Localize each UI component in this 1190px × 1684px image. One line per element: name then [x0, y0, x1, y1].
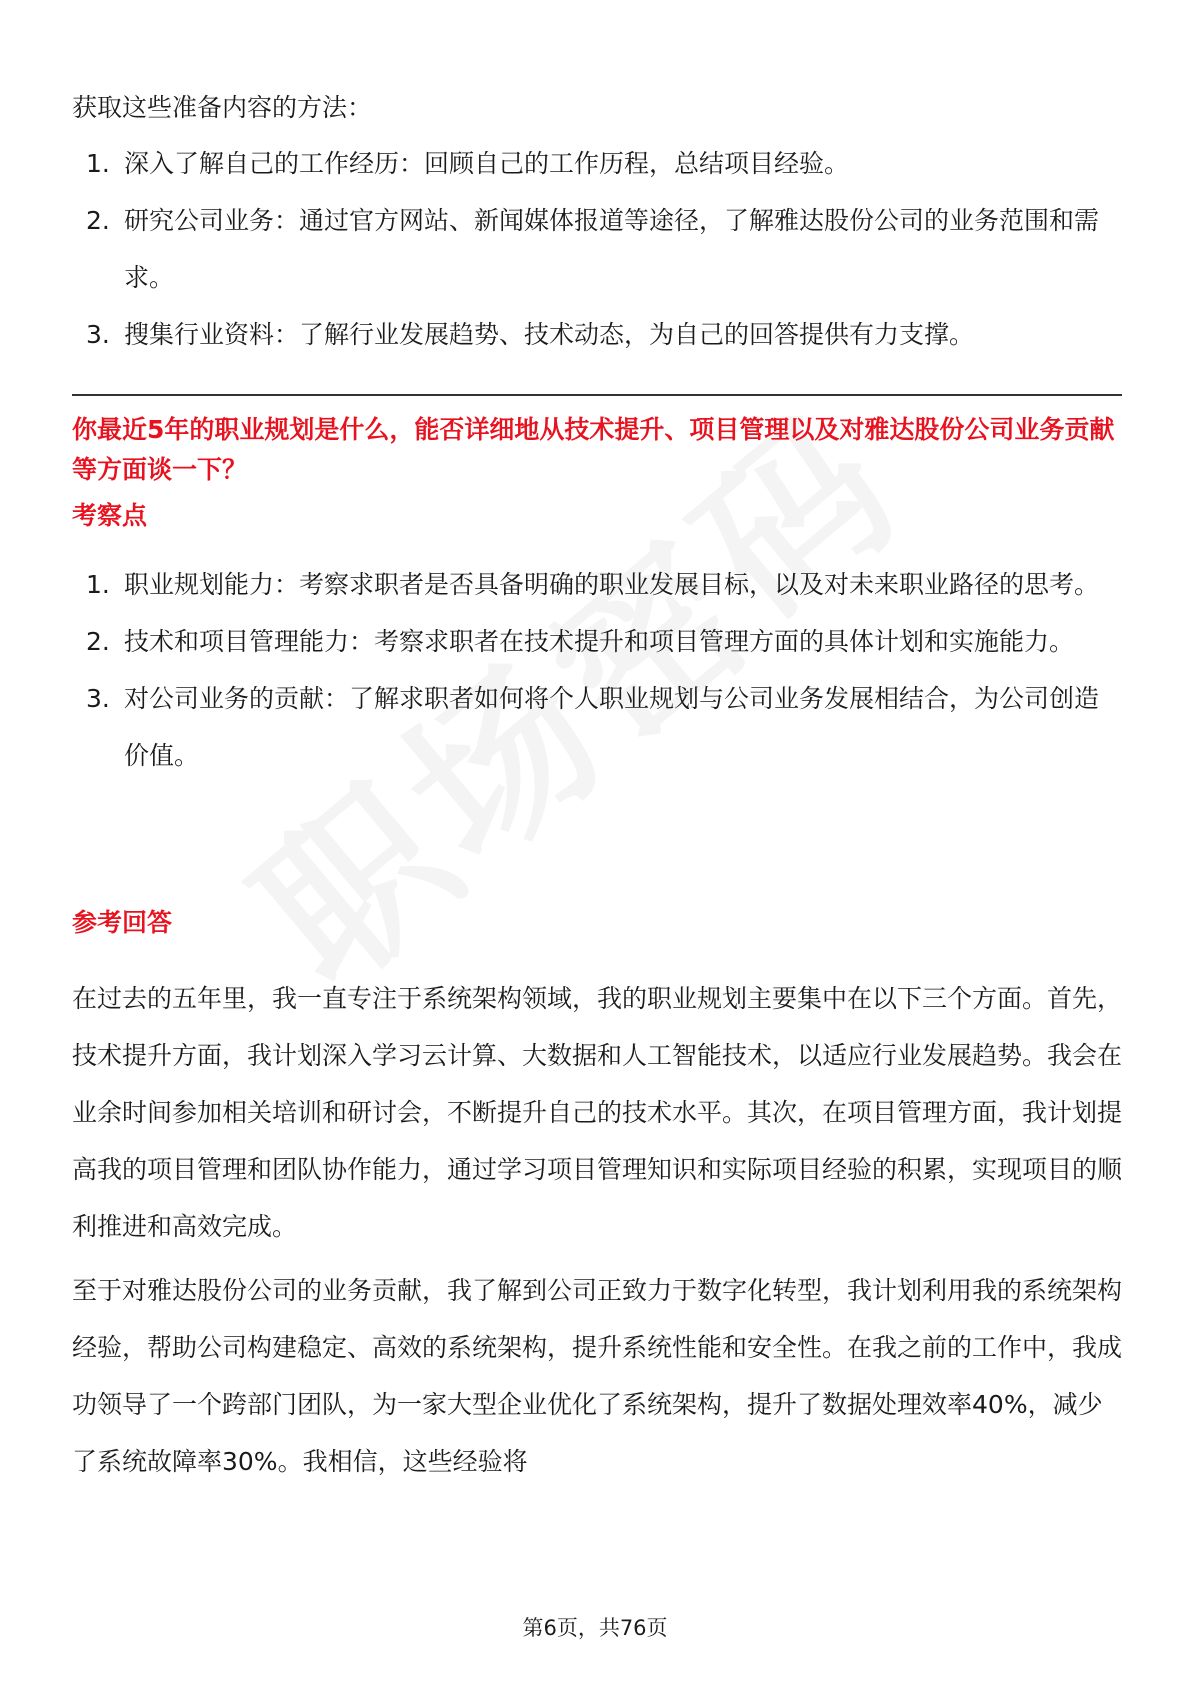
intro-text: 获取这些准备内容的方法： — [72, 93, 373, 122]
list-item-text: 深入了解自己的工作经历：回顾自己的工作历程，总结项目经验。 — [124, 149, 850, 178]
list-item-text: 职业规划能力：考察求职者是否具备明确的职业发展目标，以及对未来职业路径的思考。 — [124, 570, 1100, 599]
list-item — [72, 192, 1122, 306]
reference-answer-heading: 参考回答 — [72, 908, 173, 937]
answer-paragraph-1: 在过去的五年里，我一直专注于系统架构领域，我的职业规划主要集中在以下三个方面。首先，技术提升方面，我计划深入学习云计算、大数据和人工智能技术，以适应行业发展趋势。我会在业余时间参加相关培训和研讨会，不断提升自己的技术水平。其次，在项目管理方面，我计划提高我的项目管理和团队协作能力，通过学习项目管理知识和实际项目经验的积累，实现项目的顺利推进和高效完成。 — [72, 984, 1123, 1241]
methods-list — [72, 135, 1122, 363]
list-number: 2. — [86, 627, 110, 656]
list-item-text: 搜集行业资料：了解行业发展趋势、技术动态，为自己的回答提供有力支撑。 — [124, 320, 975, 349]
section-divider — [72, 394, 1122, 396]
question-heading: 你最近5年的职业规划是什么，能否详细地从技术提升、项目管理以及对雅达股份公司业务贡献等方面谈一下？ — [72, 415, 1115, 484]
assessment-points-list — [72, 556, 1122, 784]
list-number: 3. — [86, 684, 110, 713]
list-number: 3. — [86, 320, 110, 349]
list-item-text: 对公司业务的贡献：了解求职者如何将个人职业规划与公司业务发展相结合，为公司创造价值。 — [124, 684, 1100, 770]
answer-paragraph-2: 至于对雅达股份公司的业务贡献，我了解到公司正致力于数字化转型，我计划利用我的系统架构经验，帮助公司构建稳定、高效的系统架构，提升系统性能和安全性。在我之前的工作中，我成功领导了一个跨部门团队，为一家大型企业优化了系统架构，提升了数据处理效率40%，减少了系统故障率30%。我相信，这些经验将 — [72, 1276, 1123, 1476]
list-item — [72, 556, 1122, 613]
list-number: 1. — [86, 149, 110, 178]
list-item — [72, 670, 1122, 784]
list-item-text: 技术和项目管理能力：考察求职者在技术提升和项目管理方面的具体计划和实施能力。 — [124, 627, 1075, 656]
list-number: 1. — [86, 570, 110, 599]
assessment-points-heading: 考察点 — [72, 501, 148, 530]
page-footer: 第6页，共76页 — [522, 1616, 668, 1640]
list-item — [72, 613, 1122, 670]
list-item — [72, 306, 1122, 363]
list-item — [72, 135, 1122, 192]
list-number: 2. — [86, 206, 110, 235]
list-item-text: 研究公司业务：通过官方网站、新闻媒体报道等途径，了解雅达股份公司的业务范围和需求。 — [124, 206, 1100, 292]
